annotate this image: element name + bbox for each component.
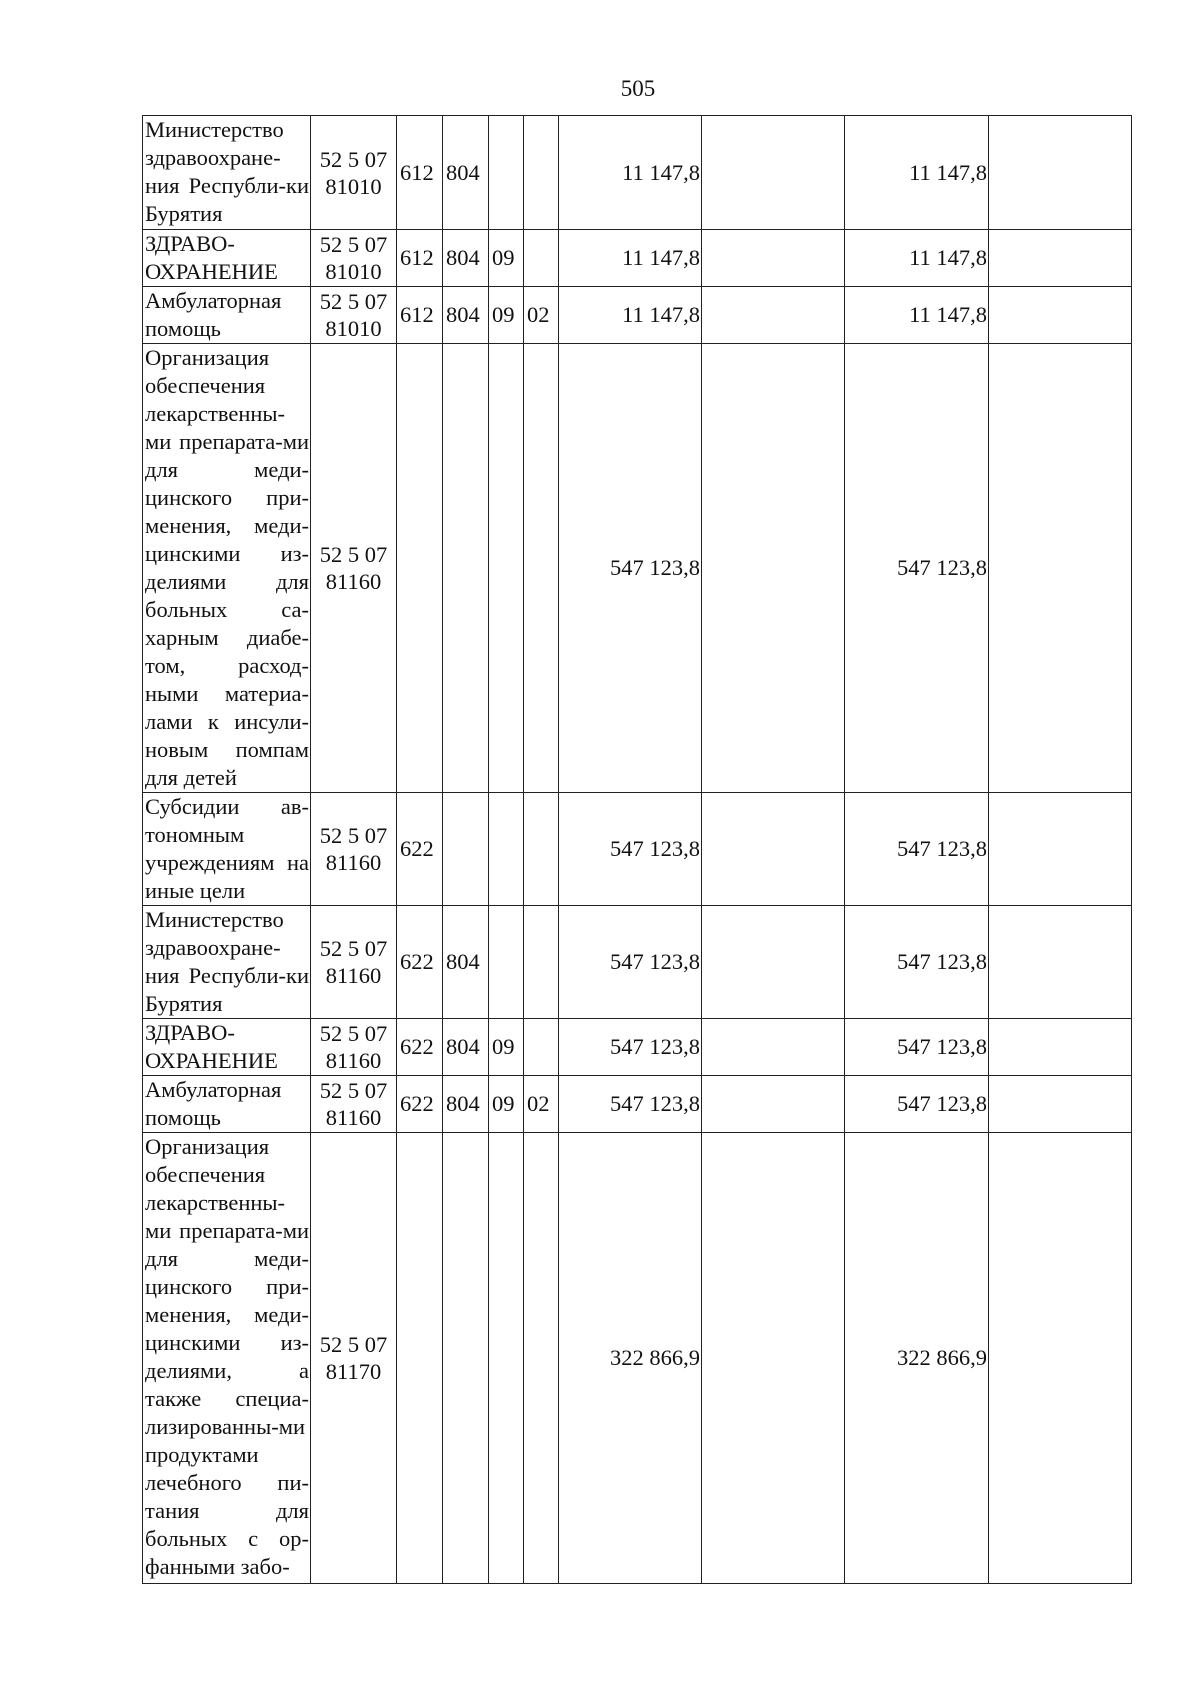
sum-column-3-cell: 11 147,8 bbox=[845, 116, 989, 230]
target-article-code-line-2: 81160 bbox=[325, 850, 382, 875]
sum-column-2-cell bbox=[702, 116, 845, 230]
grbs-cell bbox=[443, 1133, 489, 1584]
row-name-cell: Амбулаторная помощь bbox=[143, 1076, 311, 1133]
target-article-code-cell bbox=[311, 116, 397, 230]
table-row bbox=[143, 116, 1132, 230]
sum-column-2-cell bbox=[702, 1133, 845, 1584]
sum-column-2-cell bbox=[702, 230, 845, 287]
table-row bbox=[143, 1133, 1132, 1584]
sum-column-3-cell: 547 123,8 bbox=[845, 1076, 989, 1133]
sum-column-4-cell bbox=[989, 1019, 1132, 1076]
target-article-code-line-2: 81160 bbox=[325, 569, 382, 594]
table-row bbox=[143, 287, 1132, 344]
section-cell bbox=[489, 906, 524, 1019]
sum-column-3-cell: 11 147,8 bbox=[845, 287, 989, 344]
row-name-cell: ЗДРАВО-ОХРАНЕНИЕ bbox=[143, 230, 311, 287]
expense-type-cell: 622 bbox=[397, 906, 443, 1019]
sum-total-cell: 547 123,8 bbox=[559, 344, 702, 793]
target-article-code-line-2: 81010 bbox=[325, 316, 382, 341]
grbs-cell: 804 bbox=[443, 1019, 489, 1076]
expense-type-cell: 612 bbox=[397, 287, 443, 344]
sum-column-4-cell bbox=[989, 116, 1132, 230]
grbs-cell: 804 bbox=[443, 287, 489, 344]
section-cell bbox=[489, 1133, 524, 1584]
target-article-code-line-2: 81010 bbox=[325, 259, 382, 284]
target-article-code-cell bbox=[311, 793, 397, 906]
target-article-code-line-1: 52 5 07 bbox=[319, 1021, 388, 1046]
expense-type-cell: 622 bbox=[397, 1076, 443, 1133]
row-name-cell: Министерство здравоохране-ния Республи-ки Бурятия bbox=[143, 906, 311, 1019]
section-cell: 09 bbox=[489, 1019, 524, 1076]
sum-column-4-cell bbox=[989, 1076, 1132, 1133]
grbs-cell bbox=[443, 344, 489, 793]
section-cell: 09 bbox=[489, 230, 524, 287]
sum-total-cell: 547 123,8 bbox=[559, 906, 702, 1019]
sum-total-cell: 11 147,8 bbox=[559, 287, 702, 344]
grbs-cell: 804 bbox=[443, 116, 489, 230]
sum-total-cell: 547 123,8 bbox=[559, 793, 702, 906]
section-cell: 09 bbox=[489, 287, 524, 344]
sum-column-4-cell bbox=[989, 230, 1132, 287]
target-article-code-line-1: 52 5 07 bbox=[319, 289, 388, 314]
sum-column-2-cell bbox=[702, 1076, 845, 1133]
target-article-code-line-2: 81170 bbox=[325, 1359, 382, 1384]
sum-column-3-cell: 547 123,8 bbox=[845, 1019, 989, 1076]
sum-column-4-cell bbox=[989, 906, 1132, 1019]
section-cell bbox=[489, 116, 524, 230]
expense-type-cell: 612 bbox=[397, 230, 443, 287]
grbs-cell bbox=[443, 793, 489, 906]
sum-total-cell: 11 147,8 bbox=[559, 116, 702, 230]
expense-type-cell: 622 bbox=[397, 1019, 443, 1076]
row-name-cell: Министерство здравоохране-ния Республи-ки Бурятия bbox=[143, 116, 311, 230]
sum-column-2-cell bbox=[702, 1019, 845, 1076]
target-article-code-line-1: 52 5 07 bbox=[319, 936, 388, 961]
target-article-code-line-1: 52 5 07 bbox=[319, 823, 388, 848]
target-article-code-line-2: 81010 bbox=[325, 173, 382, 199]
sum-total-cell: 11 147,8 bbox=[559, 230, 702, 287]
sum-column-4-cell bbox=[989, 287, 1132, 344]
expense-type-cell: 612 bbox=[397, 116, 443, 230]
subsection-cell bbox=[524, 116, 559, 230]
sum-column-3-cell: 547 123,8 bbox=[845, 793, 989, 906]
subsection-cell bbox=[524, 230, 559, 287]
subsection-cell bbox=[524, 906, 559, 1019]
row-name-cell: Амбулаторная помощь bbox=[143, 287, 311, 344]
target-article-code-line-1: 52 5 07 bbox=[319, 542, 388, 567]
target-article-code-cell bbox=[311, 906, 397, 1019]
sum-column-4-cell bbox=[989, 793, 1132, 906]
section-cell bbox=[489, 793, 524, 906]
sum-column-2-cell bbox=[702, 287, 845, 344]
row-name-cell: ЗДРАВО-ОХРАНЕНИЕ bbox=[143, 1019, 311, 1076]
target-article-code-cell bbox=[311, 1076, 397, 1133]
sum-total-cell: 322 866,9 bbox=[559, 1133, 702, 1584]
sum-column-3-cell: 11 147,8 bbox=[845, 230, 989, 287]
target-article-code-line-1: 52 5 07 bbox=[319, 232, 388, 257]
subsection-cell: 02 bbox=[524, 287, 559, 344]
target-article-code-cell bbox=[311, 344, 397, 793]
sum-total-cell: 547 123,8 bbox=[559, 1019, 702, 1076]
table-row bbox=[143, 1019, 1132, 1076]
target-article-code-line-2: 81160 bbox=[325, 963, 382, 988]
subsection-cell bbox=[524, 1133, 559, 1584]
table-row bbox=[143, 1076, 1132, 1133]
sum-column-3-cell: 547 123,8 bbox=[845, 906, 989, 1019]
target-article-code-line-1: 52 5 07 bbox=[319, 146, 388, 172]
grbs-cell: 804 bbox=[443, 906, 489, 1019]
sum-column-3-cell: 547 123,8 bbox=[845, 344, 989, 793]
expense-type-cell: 622 bbox=[397, 793, 443, 906]
target-article-code-cell bbox=[311, 287, 397, 344]
sum-total-cell: 547 123,8 bbox=[559, 1076, 702, 1133]
row-name-cell: Организация обеспечения лекарственны-ми препарата-ми для меди-цинского при-менения, меди-цинскими из-делиями, а также специа-лизированны-ми продуктами лечебного пи-тания для больных с ор-фанными забо- bbox=[143, 1133, 311, 1584]
target-article-code-line-2: 81160 bbox=[325, 1105, 382, 1130]
subsection-cell: 02 bbox=[524, 1076, 559, 1133]
target-article-code-line-1: 52 5 07 bbox=[319, 1078, 388, 1103]
sum-column-3-cell: 322 866,9 bbox=[845, 1133, 989, 1584]
subsection-cell bbox=[524, 344, 559, 793]
expense-type-cell bbox=[397, 344, 443, 793]
expense-type-cell bbox=[397, 1133, 443, 1584]
target-article-code-cell bbox=[311, 230, 397, 287]
page-number: 505 bbox=[620, 76, 656, 101]
table-row bbox=[143, 906, 1132, 1019]
target-article-code-cell bbox=[311, 1133, 397, 1584]
table-row bbox=[143, 230, 1132, 287]
sum-column-2-cell bbox=[702, 793, 845, 906]
target-article-code-line-1: 52 5 07 bbox=[319, 1332, 388, 1357]
section-cell: 09 bbox=[489, 1076, 524, 1133]
target-article-code-cell bbox=[311, 1019, 397, 1076]
table-row bbox=[143, 344, 1132, 793]
sum-column-2-cell bbox=[702, 906, 845, 1019]
table-row bbox=[143, 793, 1132, 906]
budget-table bbox=[142, 115, 1132, 1584]
subsection-cell bbox=[524, 1019, 559, 1076]
subsection-cell bbox=[524, 793, 559, 906]
row-name-cell: Организация обеспечения лекарственны-ми препарата-ми для меди-цинского при-менения, меди-цинскими из-делиями для больных са-харным диабе-том, расход-ными материа-лами к инсули-новым помпам для детей bbox=[143, 344, 311, 793]
grbs-cell: 804 bbox=[443, 230, 489, 287]
row-name-cell: Субсидии ав-тономным учреждениям на иные цели bbox=[143, 793, 311, 906]
target-article-code-line-2: 81160 bbox=[325, 1048, 382, 1073]
grbs-cell: 804 bbox=[443, 1076, 489, 1133]
section-cell bbox=[489, 344, 524, 793]
sum-column-4-cell bbox=[989, 1133, 1132, 1584]
sum-column-4-cell bbox=[989, 344, 1132, 793]
sum-column-2-cell bbox=[702, 344, 845, 793]
